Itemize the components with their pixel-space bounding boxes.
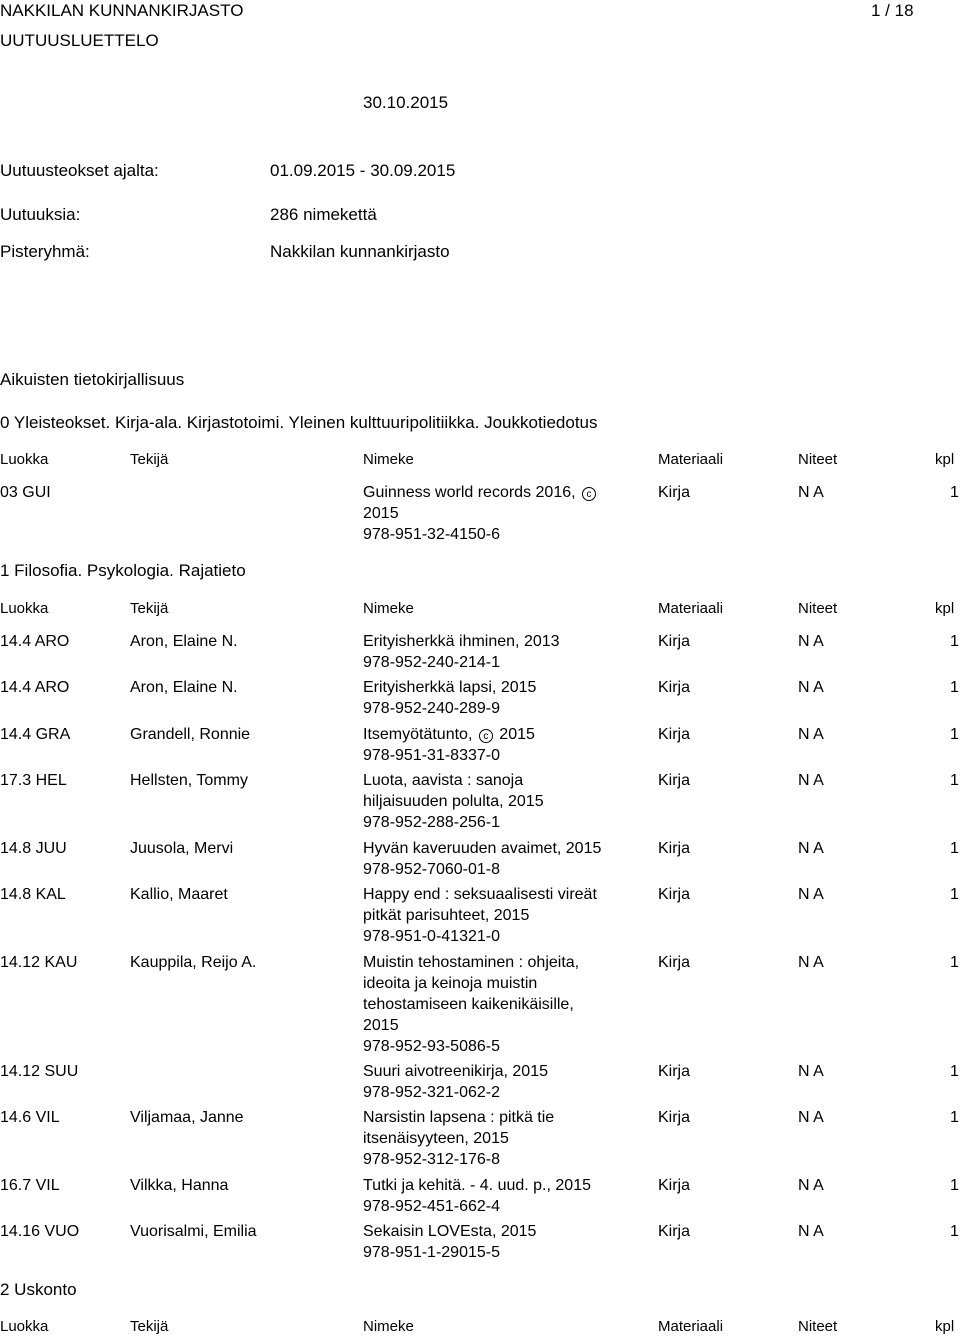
isbn: 978-951-0-41321-0 — [363, 928, 500, 945]
title-line: hiljaisuuden polulta, 2015 — [363, 793, 544, 810]
row-copies: N A — [798, 1063, 824, 1080]
row-title — [363, 1221, 623, 1263]
table-row — [0, 770, 960, 830]
row-count: 1 — [950, 1109, 959, 1126]
isbn: 978-952-321-062-2 — [363, 1084, 500, 1101]
row-title — [363, 838, 623, 880]
row-title — [363, 677, 623, 719]
isbn: 978-952-93-5086-5 — [363, 1038, 500, 1055]
row-copies: N A — [798, 633, 824, 650]
row-author: Hellsten, Tommy — [130, 772, 248, 789]
row-author: Vuorisalmi, Emilia — [130, 1223, 257, 1240]
section-heading: Aikuisten tietokirjallisuus — [0, 370, 185, 389]
isbn: 978-952-240-289-9 — [363, 700, 500, 717]
title-line: 2015 — [363, 1017, 399, 1034]
col-nimeke: Nimeke — [363, 451, 414, 468]
page-number: 1 / 18 — [871, 1, 914, 20]
list-title: UUTUUSLUETTELO — [0, 31, 159, 50]
row-class: 14.16 VUO — [0, 1223, 80, 1240]
row-copies: N A — [798, 484, 824, 501]
title-line: Luota, aavista : sanoja — [363, 772, 524, 789]
row-material: Kirja — [658, 1063, 691, 1080]
row-copies: N A — [798, 1223, 824, 1240]
row-copies: N A — [798, 726, 824, 743]
row-material: Kirja — [658, 633, 691, 650]
col-nimeke: Nimeke — [363, 1318, 414, 1335]
row-class: 14.12 SUU — [0, 1063, 79, 1080]
col-tekija: Tekijä — [130, 451, 169, 468]
title-line: Suuri aivotreenikirja, 2015 — [363, 1063, 548, 1080]
table-row — [0, 952, 960, 1055]
group-label: Pisteryhmä: — [0, 242, 90, 261]
isbn: 978-951-31-8337-0 — [363, 747, 500, 764]
row-author: Viljamaa, Janne — [130, 1109, 244, 1126]
col-tekija: Tekijä — [130, 600, 169, 617]
col-materiaali: Materiaali — [658, 1318, 724, 1335]
row-class: 03 GUI — [0, 484, 51, 501]
range-value: 01.09.2015 - 30.09.2015 — [270, 161, 456, 180]
row-count: 1 — [950, 886, 959, 903]
col-kpl: kpl — [935, 1318, 955, 1335]
group-heading: 1 Filosofia. Psykologia. Rajatieto — [0, 561, 246, 580]
row-copies: N A — [798, 840, 824, 857]
col-luokka: Luokka — [0, 451, 49, 468]
col-niteet: Niteet — [798, 600, 838, 617]
row-class: 16.7 VIL — [0, 1177, 60, 1194]
count-label: Uutuuksia: — [0, 205, 81, 224]
title-line: Erityisherkkä ihminen, 2013 — [363, 633, 560, 650]
row-copies: N A — [798, 772, 824, 789]
table-row — [0, 1221, 960, 1281]
row-material: Kirja — [658, 726, 691, 743]
row-copies: N A — [798, 679, 824, 696]
row-class: 14.8 KAL — [0, 886, 66, 903]
row-title — [363, 724, 623, 766]
table-header — [0, 1316, 960, 1336]
copyright-icon: c — [582, 487, 596, 501]
table-header — [0, 598, 960, 618]
row-class: 14.4 ARO — [0, 679, 70, 696]
col-luokka: Luokka — [0, 1318, 49, 1335]
isbn: 978-951-32-4150-6 — [363, 526, 500, 543]
title-line — [363, 724, 623, 745]
title-line: Narsistin lapsena : pitkä tie — [363, 1109, 555, 1126]
group-value: Nakkilan kunnankirjasto — [270, 242, 450, 261]
title-line: itsenäisyyteen, 2015 — [363, 1130, 509, 1147]
table-header — [0, 449, 960, 469]
row-material: Kirja — [658, 1223, 691, 1240]
title-line: pitkät parisuhteet, 2015 — [363, 907, 530, 924]
title-line: Tutki ja kehitä. - 4. uud. p., 2015 — [363, 1177, 591, 1194]
row-title — [363, 952, 623, 1057]
col-materiaali: Materiaali — [658, 600, 724, 617]
row-title — [363, 770, 623, 833]
row-count: 1 — [950, 1223, 959, 1240]
row-class: 14.4 GRA — [0, 726, 71, 743]
row-author: Aron, Elaine N. — [130, 633, 238, 650]
row-material: Kirja — [658, 1109, 691, 1126]
table-row — [0, 884, 960, 944]
row-author: Grandell, Ronnie — [130, 726, 251, 743]
isbn: 978-952-312-176-8 — [363, 1151, 500, 1168]
col-materiaali: Materiaali — [658, 451, 724, 468]
isbn: 978-952-451-662-4 — [363, 1198, 500, 1215]
range-label: Uutuusteokset ajalta: — [0, 161, 159, 180]
isbn: 978-952-240-214-1 — [363, 654, 500, 671]
row-copies: N A — [798, 1109, 824, 1126]
col-kpl: kpl — [935, 600, 955, 617]
isbn: 978-951-1-29015-5 — [363, 1244, 500, 1261]
row-count: 1 — [950, 1063, 959, 1080]
row-copies: N A — [798, 886, 824, 903]
row-class: 14.12 KAU — [0, 954, 78, 971]
isbn: 978-952-7060-01-8 — [363, 861, 500, 878]
col-nimeke: Nimeke — [363, 600, 414, 617]
row-count: 1 — [950, 484, 959, 501]
row-author: Kauppila, Reijo A. — [130, 954, 257, 971]
title-line: ideoita ja keinoja muistin — [363, 975, 538, 992]
row-material: Kirja — [658, 954, 691, 971]
title-text: Itsemyötätunto, — [363, 726, 477, 743]
row-count: 1 — [950, 954, 959, 971]
title-line: Hyvän kaveruuden avaimet, 2015 — [363, 840, 602, 857]
row-material: Kirja — [658, 1177, 691, 1194]
row-author: Vilkka, Hanna — [130, 1177, 229, 1194]
title-year: 2015 — [494, 726, 535, 743]
table-row — [0, 1107, 960, 1167]
row-material: Kirja — [658, 886, 691, 903]
row-class: 14.4 ARO — [0, 633, 70, 650]
row-count: 1 — [950, 840, 959, 857]
table-row — [0, 482, 960, 542]
title-line: Muistin tehostaminen : ohjeita, — [363, 954, 580, 971]
title-line: Sekaisin LOVEsta, 2015 — [363, 1223, 537, 1240]
row-count: 1 — [950, 772, 959, 789]
row-material: Kirja — [658, 484, 691, 501]
col-niteet: Niteet — [798, 451, 838, 468]
group-heading: 2 Uskonto — [0, 1280, 77, 1299]
count-value: 286 nimekettä — [270, 205, 377, 224]
row-count: 1 — [950, 679, 959, 696]
row-title — [363, 631, 623, 673]
row-author: Juusola, Mervi — [130, 840, 234, 857]
row-title: Guinness world records 2016, c 2015 978-951-32-4150-6 — [363, 482, 623, 545]
row-title — [363, 1175, 623, 1217]
row-copies: N A — [798, 954, 824, 971]
group-heading: 0 Yleisteokset. Kirja-ala. Kirjastotoimi. Yleinen kulttuuripolitiikka. Joukkotiedotus — [0, 413, 598, 432]
col-tekija: Tekijä — [130, 1318, 169, 1335]
row-author: Kallio, Maaret — [130, 886, 228, 903]
row-material: Kirja — [658, 679, 691, 696]
col-luokka: Luokka — [0, 600, 49, 617]
row-class: 14.6 VIL — [0, 1109, 60, 1126]
isbn: 978-952-288-256-1 — [363, 814, 500, 831]
row-class: 14.8 JUU — [0, 840, 67, 857]
title-line: Erityisherkkä lapsi, 2015 — [363, 679, 537, 696]
row-copies: N A — [798, 1177, 824, 1194]
row-class: 17.3 HEL — [0, 772, 67, 789]
report-date: 30.10.2015 — [363, 93, 449, 112]
row-count: 1 — [950, 726, 959, 743]
library-name: NAKKILAN KUNNANKIRJASTO — [0, 1, 244, 20]
row-author: Aron, Elaine N. — [130, 679, 238, 696]
copyright-icon: c — [479, 729, 493, 743]
row-material: Kirja — [658, 840, 691, 857]
row-material: Kirja — [658, 772, 691, 789]
row-count: 1 — [950, 1177, 959, 1194]
row-title — [363, 1061, 623, 1103]
row-title — [363, 884, 623, 947]
row-title — [363, 1107, 623, 1170]
col-kpl: kpl — [935, 451, 955, 468]
title-line: Happy end : seksuaalisesti vireät — [363, 886, 597, 903]
col-niteet: Niteet — [798, 1318, 838, 1335]
row-count: 1 — [950, 633, 959, 650]
title-line: tehostamiseen kaikenikäisille, — [363, 996, 574, 1013]
